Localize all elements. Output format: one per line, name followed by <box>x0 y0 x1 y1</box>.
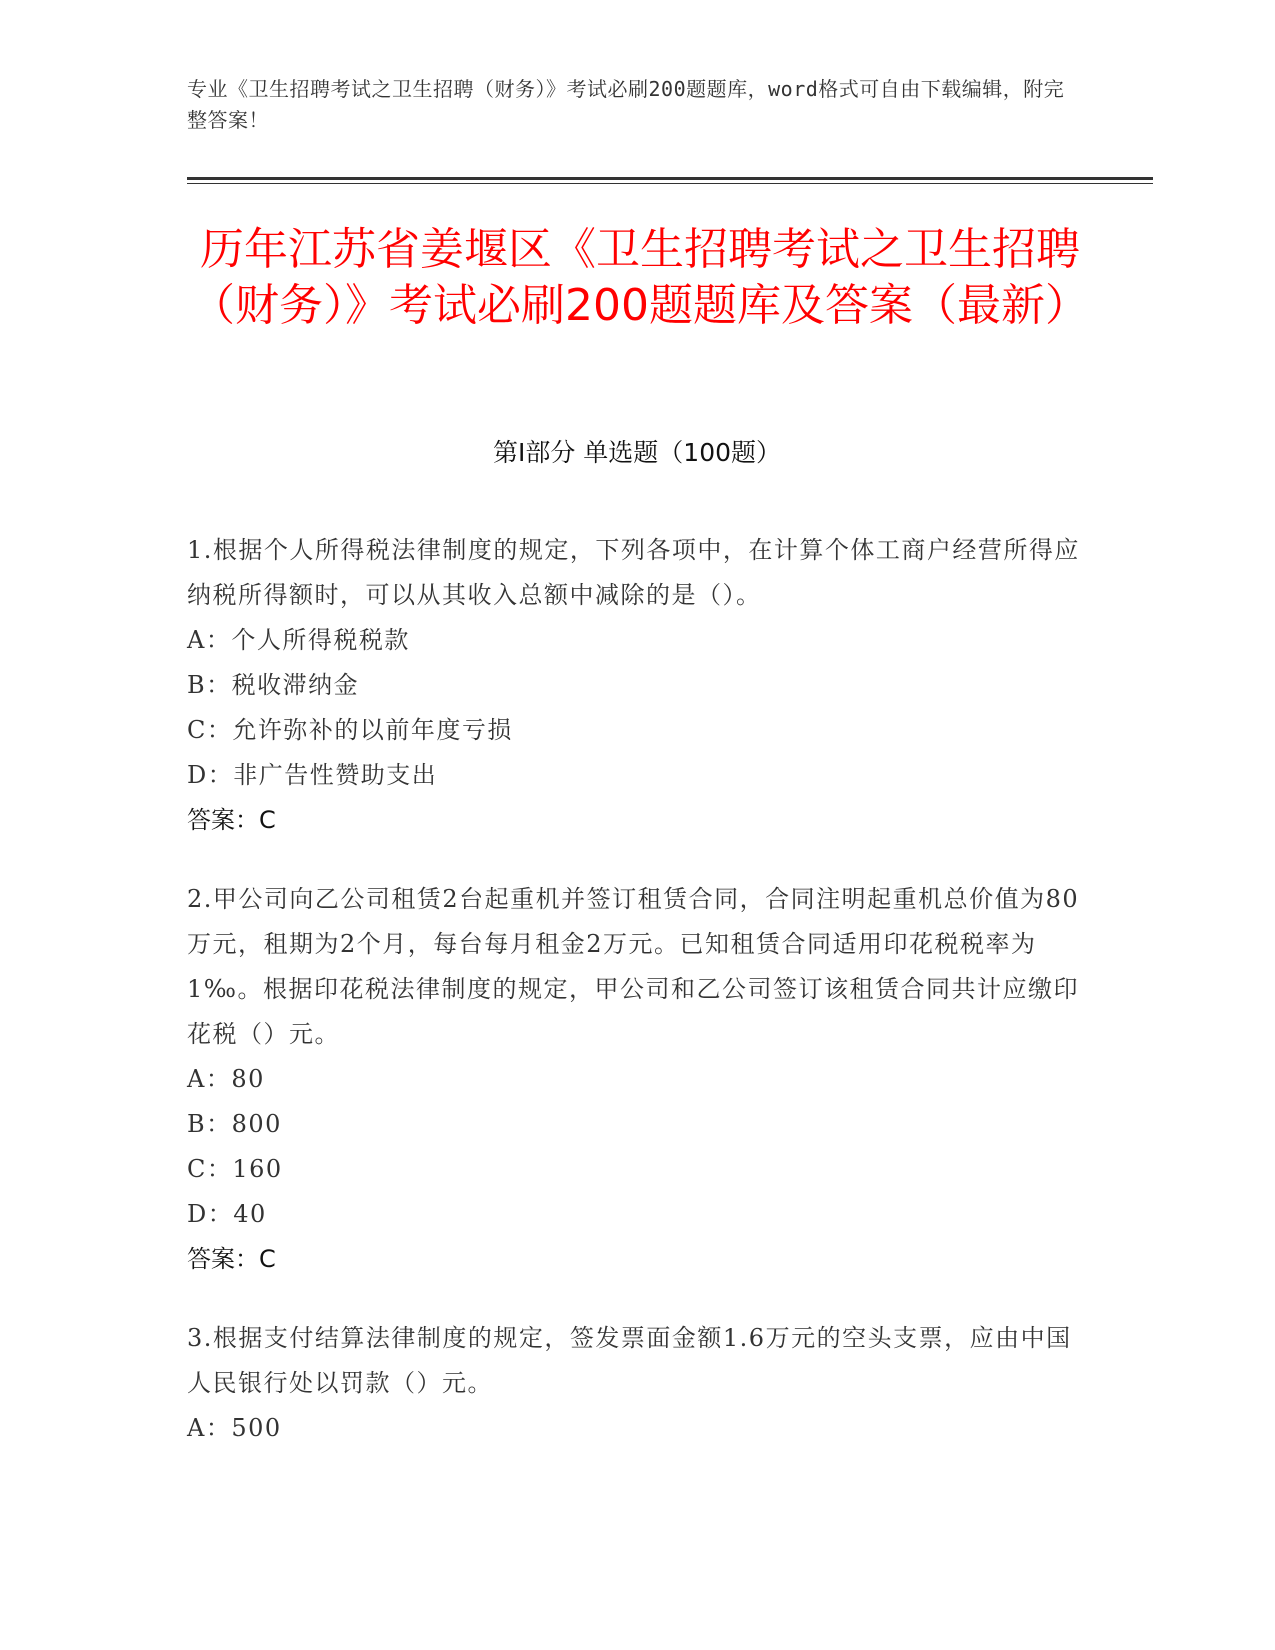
option-d: D：40 <box>187 1200 267 1228</box>
header-divider-thick <box>187 177 1153 180</box>
question-list <box>187 528 1087 1485</box>
option-d: D：非广告性赞助支出 <box>187 761 438 789</box>
option-a: A：80 <box>187 1065 265 1093</box>
answer-line: 答案：C <box>187 806 276 834</box>
option-a: A：500 <box>187 1414 282 1442</box>
option-a: A：个人所得税税款 <box>187 626 410 654</box>
option-c: C：允许弥补的以前年度亏损 <box>187 716 513 744</box>
answer-line: 答案：C <box>187 1245 276 1273</box>
question-item <box>187 877 1087 1282</box>
section-title: 第I部分 单选题（100题） <box>492 438 782 467</box>
option-c: C：160 <box>187 1155 283 1183</box>
question-item <box>187 1316 1087 1451</box>
header-divider-thin <box>187 183 1153 184</box>
header-note: 专业《卫生招聘考试之卫生招聘（财务）》考试必刷200题题库，word格式可自由下载编辑，附完整答案！ <box>187 77 1065 132</box>
question-stem: 2.甲公司向乙公司租赁2台起重机并签订租赁合同，合同注明起重机总价值为80万元，租期为2个月，每台每月租金2万元。已知租赁合同适用印花税税率为1‰。根据印花税法律制度的规定，甲公司和乙公司签订该租赁合同共计应缴印花税（）元。 <box>187 885 1080 1048</box>
option-b: B：800 <box>187 1110 282 1138</box>
question-stem: 3.根据支付结算法律制度的规定，签发票面金额1.6万元的空头支票，应由中国人民银行处以罚款（）元。 <box>187 1324 1072 1397</box>
question-item <box>187 528 1087 843</box>
option-b: B：税收滞纳金 <box>187 671 360 699</box>
question-stem: 1.根据个人所得税法律制度的规定，下列各项中，在计算个体工商户经营所得应纳税所得额时，可以从其收入总额中减除的是（）。 <box>187 536 1080 609</box>
document-title: 历年江苏省姜堰区《卫生招聘考试之卫生招聘（财务）》考试必刷200题题库及答案（最新） <box>191 224 1089 331</box>
